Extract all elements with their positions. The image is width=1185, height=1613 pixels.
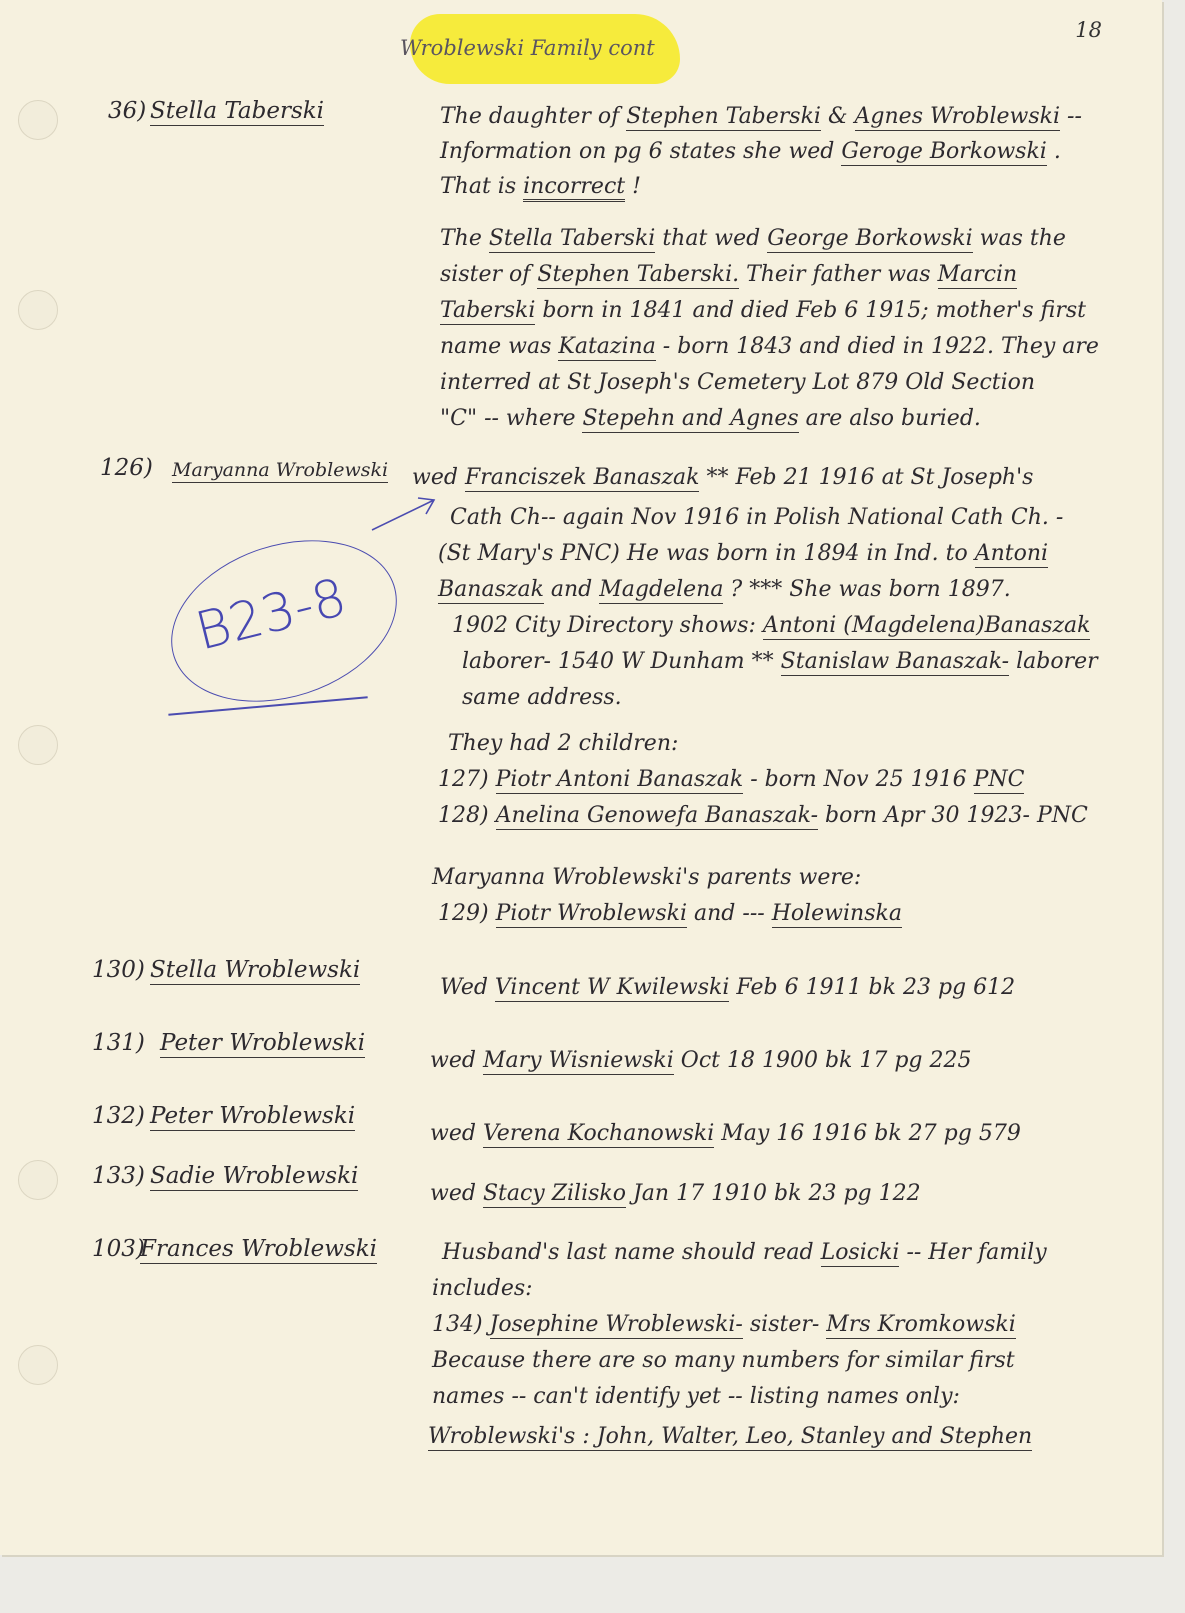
entry-text-line <box>430 1048 972 1073</box>
text-segment: (St Mary's PNC) He was born in 1894 in Ind. to <box>438 541 975 566</box>
entry-number: 126) <box>100 455 153 481</box>
entry-text-line <box>438 767 1024 792</box>
text-segment: ** Feb 21 1916 at St Joseph's <box>699 465 1034 490</box>
entry-text-line <box>430 1121 1021 1146</box>
entry-text-line <box>450 505 1063 530</box>
underlined-name: Vincent W Kwilewski <box>494 975 730 1000</box>
text-segment: Their father was <box>739 262 938 287</box>
entry-text-line <box>432 1276 533 1301</box>
entry-name: Sadie Wroblewski <box>150 1163 359 1189</box>
text-segment: sister of <box>440 262 538 287</box>
underlined-name: Franciszek Banaszak <box>464 465 700 490</box>
text-segment: Wed <box>440 975 495 1000</box>
underlined-name: PNC <box>973 767 1025 792</box>
text-segment: & <box>820 104 855 129</box>
entry-text-line <box>432 1384 960 1409</box>
underlined-name: Katazina <box>558 334 656 359</box>
underlined-name: Marcin <box>937 262 1018 287</box>
entry-text-line <box>438 803 1088 828</box>
text-segment: wed <box>430 1121 483 1146</box>
underlined-name: George Borkowski <box>767 226 973 251</box>
text-segment: They had 2 children: <box>448 731 679 756</box>
entry-number: 36) <box>108 98 147 124</box>
binder-hole <box>18 725 58 765</box>
entry-name: Maryanna Wroblewski <box>172 459 389 481</box>
entry-text-line <box>438 577 1011 602</box>
underlined-name: Agnes Wroblewski <box>854 104 1061 129</box>
text-segment: names -- can't identify yet -- listing names only: <box>432 1384 960 1409</box>
entry-name: Frances Wroblewski <box>140 1236 378 1262</box>
entry-text-line <box>448 731 678 756</box>
underlined-name: Anelina Genowefa Banaszak- <box>495 803 819 828</box>
text-segment: Oct 18 1900 bk 17 pg 225 <box>673 1048 972 1073</box>
underlined-name: Banaszak <box>438 577 544 602</box>
text-segment: 1902 City Directory shows: <box>452 613 763 638</box>
underlined-name: Antoni <box>974 541 1049 566</box>
double-underlined-word: incorrect <box>523 174 625 202</box>
entry-text-line <box>440 334 1099 359</box>
entry-text-line <box>440 370 1035 395</box>
text-segment: are also buried. <box>798 406 981 431</box>
text-segment: and --- <box>687 901 772 926</box>
text-segment: Husband's last name should read <box>442 1240 821 1265</box>
entry-text-line <box>440 975 1015 1000</box>
text-segment: born Apr 30 1923- PNC <box>818 803 1088 828</box>
underlined-name: Stella Taberski <box>488 226 656 251</box>
entry-text-line <box>440 104 1082 129</box>
entry-number: 103) <box>92 1236 145 1262</box>
entry-number: 132) <box>92 1103 145 1129</box>
entry-text-line <box>440 262 1017 287</box>
arrow-icon <box>370 492 440 532</box>
text-segment: . <box>1046 139 1061 164</box>
text-segment: wed <box>430 1048 483 1073</box>
underlined-name: Holewinska <box>771 901 902 926</box>
text-segment: Feb 6 1911 bk 23 pg 612 <box>729 975 1016 1000</box>
entry-text-line <box>440 298 1086 323</box>
underlined-name: Josephine Wroblewski- <box>489 1312 743 1337</box>
binder-hole <box>18 1160 58 1200</box>
underlined-name: Losicki <box>820 1240 900 1265</box>
text-segment: wed <box>412 465 465 490</box>
entry-text-line <box>438 541 1048 566</box>
text-segment: Because there are so many numbers for similar first <box>432 1348 1015 1373</box>
text-segment: and <box>543 577 600 602</box>
text-segment: born in 1841 and died Feb 6 1915; mother's first <box>535 298 1086 323</box>
text-segment: laborer <box>1009 649 1098 674</box>
text-segment: 128) <box>438 803 496 828</box>
text-segment: sister- <box>742 1312 827 1337</box>
entry-text-line <box>452 613 1090 638</box>
underlined-name: Stanislaw Banaszak- <box>780 649 1010 674</box>
binder-hole <box>18 100 58 140</box>
entry-text-line <box>442 1240 1047 1265</box>
entry-number: 133) <box>92 1163 145 1189</box>
entry-text-line <box>440 226 1066 251</box>
annotation-text: B23-8 <box>190 567 353 663</box>
binder-hole <box>18 290 58 330</box>
text-segment: 129) <box>438 901 496 926</box>
entry-text-line <box>438 901 902 926</box>
text-segment: interred at St Joseph's Cemetery Lot 879 Old Section <box>440 370 1036 395</box>
text-segment: 134) <box>432 1312 490 1337</box>
text-segment: ! <box>625 174 641 199</box>
underlined-name: Wroblewski's : John, Walter, Leo, Stanley and Stephen <box>428 1424 1033 1449</box>
text-segment: name was <box>440 334 559 359</box>
underlined-name: Taberski <box>440 298 536 323</box>
text-segment: The daughter of <box>440 104 627 129</box>
entry-text-line <box>462 685 622 710</box>
text-segment: that wed <box>655 226 768 251</box>
underlined-name: Stepehn and Agnes <box>582 406 799 431</box>
text-segment: - born Nov 25 1916 <box>743 767 974 792</box>
entry-text-line <box>432 1348 1015 1373</box>
page-number: 18 <box>1075 18 1102 42</box>
text-segment: -- Her family <box>899 1240 1047 1265</box>
entry-text-line <box>440 174 641 199</box>
entry-text-line <box>430 1181 921 1206</box>
entry-text-line <box>432 865 861 890</box>
underlined-name: Mary Wisniewski <box>482 1048 674 1073</box>
text-segment: -- <box>1060 104 1082 129</box>
entry-number: 130) <box>92 957 145 983</box>
underlined-name: Stacy Zilisko <box>482 1181 626 1206</box>
text-segment: Information on pg 6 states she wed <box>440 139 842 164</box>
entry-name: Stella Wroblewski <box>150 957 361 983</box>
entry-text-line <box>462 649 1098 674</box>
text-segment: The <box>440 226 489 251</box>
underlined-name: Verena Kochanowski <box>482 1121 715 1146</box>
entry-name: Stella Taberski <box>150 98 325 124</box>
underlined-name: Piotr Antoni Banaszak <box>495 767 744 792</box>
text-segment: Maryanna Wroblewski's parents were: <box>432 865 862 890</box>
text-segment: Jan 17 1910 bk 23 pg 122 <box>625 1181 921 1206</box>
title-area <box>400 12 680 82</box>
underlined-name: Magdelena <box>599 577 724 602</box>
text-segment: "C" -- where <box>440 406 583 431</box>
entry-text-line <box>432 1312 1016 1337</box>
text-segment: May 16 1916 bk 27 pg 579 <box>714 1121 1021 1146</box>
text-segment: ? *** She was born 1897. <box>723 577 1011 602</box>
underlined-name: Antoni (Magdelena)Banaszak <box>762 613 1091 638</box>
entry-number: 131) <box>92 1030 145 1056</box>
text-segment: was the <box>972 226 1066 251</box>
underlined-name: Piotr Wroblewski <box>495 901 688 926</box>
entry-text-line <box>412 465 1033 490</box>
binder-hole <box>18 1345 58 1385</box>
entry-text-line <box>428 1424 1032 1449</box>
entry-name: Peter Wroblewski <box>150 1103 356 1129</box>
underlined-name: Mrs Kromkowski <box>826 1312 1016 1337</box>
text-segment: laborer- 1540 W Dunham ** <box>462 649 781 674</box>
entry-name: Peter Wroblewski <box>160 1030 366 1056</box>
text-segment: same address. <box>462 685 622 710</box>
text-segment: 127) <box>438 767 496 792</box>
text-segment: wed <box>430 1181 483 1206</box>
underlined-name: Stephen Taberski <box>626 104 821 129</box>
text-segment: That is <box>440 174 524 199</box>
text-segment: includes: <box>432 1276 533 1301</box>
page-title: Wroblewski Family cont <box>400 36 655 60</box>
entry-text-line <box>440 406 981 431</box>
underlined-name: Geroge Borkowski <box>841 139 1047 164</box>
text-segment: Cath Ch-- again Nov 1916 in Polish National Cath Ch. - <box>450 505 1064 530</box>
underlined-name: Stephen Taberski. <box>537 262 740 287</box>
text-segment: - born 1843 and died in 1922. They are <box>655 334 1099 359</box>
entry-text-line <box>440 139 1061 164</box>
